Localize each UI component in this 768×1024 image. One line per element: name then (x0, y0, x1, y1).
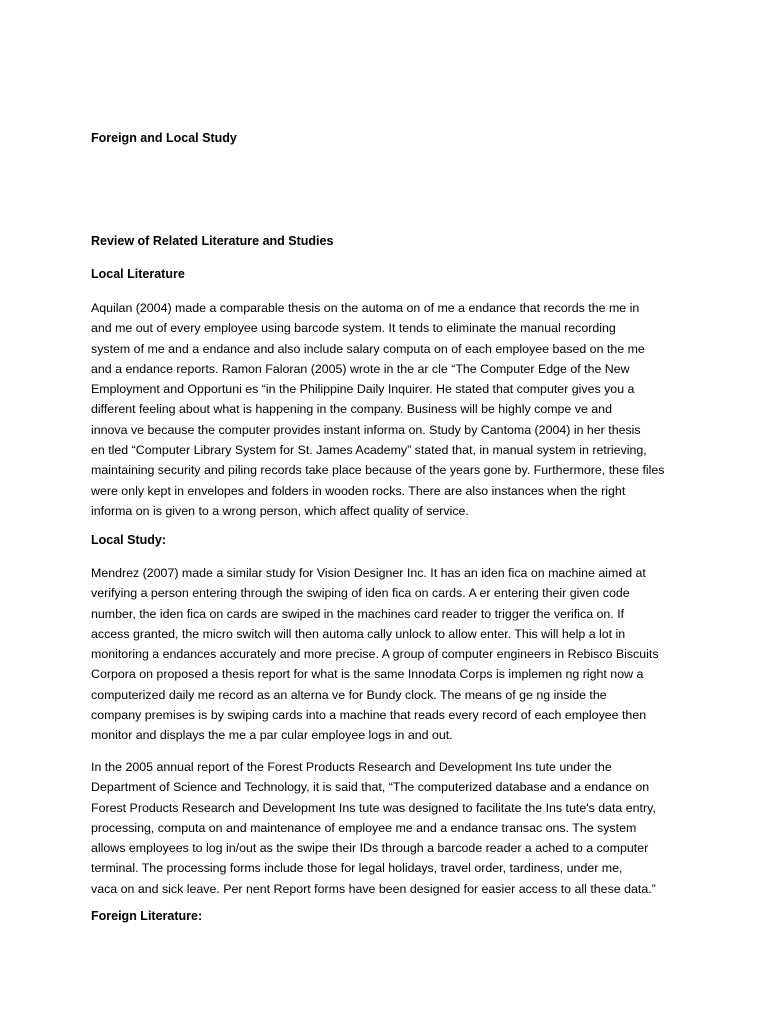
local-study-paragraph (91, 563, 659, 746)
paragraph-line: Corpora on proposed a thesis report for what is the same Innodata Corps is implemen ng right now a (91, 667, 644, 682)
paragraph-line: allows employees to log in/out as the swipe their IDs through a barcode reader a ached to a computer (91, 841, 649, 856)
paragraph-line: verifying a person entering through the swiping of iden fica on cards. A er entering their given code (91, 586, 630, 601)
paragraph-line: vaca on and sick leave. Per nent Report forms have been designed for easier access to all these data.” (91, 881, 656, 896)
paragraph-line: processing, computa on and maintenance of employee me and a endance transac ons. The system (91, 820, 637, 835)
paragraph-line: and a endance reports. Ramon Faloran (2005) wrote in the ar cle “The Computer Edge of the New (91, 361, 630, 376)
paragraph-line: Employment and Opportuni es “in the Philippine Daily Inquirer. He stated that computer gives you a (91, 382, 635, 397)
foreign-literature-heading: Foreign Literature: (91, 909, 203, 923)
paragraph-line: company premises is by swiping cards into a machine that reads every record of each employee then (91, 708, 647, 723)
document-title: Foreign and Local Study (91, 131, 237, 145)
paragraph-line: maintaining security and piling records take place because of the years gone by. Furthermore, these files (91, 463, 665, 478)
forest-products-paragraph (91, 757, 656, 899)
local-study-heading: Local Study: (91, 533, 167, 547)
paragraph-line: innova ve because the computer provides instant informa on. Study by Cantoma (2004) in her thesis (91, 422, 641, 437)
review-heading: Review of Related Literature and Studies (91, 234, 334, 248)
local-literature-heading: Local Literature (91, 267, 185, 281)
paragraph-line: monitor and displays the me a par cular employee logs in and out. (91, 728, 453, 743)
paragraph-line: different feeling about what is happening in the company. Business will be highly compe ve and (91, 402, 612, 417)
paragraph-line: en tled “Computer Library System for St. James Academy” stated that, in manual system in retrieving, (91, 443, 647, 458)
paragraph-line: informa on is given to a wrong person, which affect quality of service. (91, 503, 469, 518)
paragraph-line: access granted, the micro switch will then automa cally unlock to allow enter. This will help a lot in (91, 626, 626, 641)
paragraph-line: were only kept in envelopes and folders in wooden rocks. There are also instances when the right (91, 483, 626, 498)
paragraph-line: terminal. The processing forms include those for legal holidays, travel order, tardiness, under me, (91, 861, 623, 876)
paragraph-line: and me out of every employee using barcode system. It tends to eliminate the manual recording (91, 321, 616, 336)
paragraph-line: In the 2005 annual report of the Forest Products Research and Development Ins tute under the (91, 760, 612, 774)
paragraph-line: Forest Products Research and Development Ins tute was designed to facilitate the Ins tute's data entry, (91, 800, 656, 815)
paragraph-line: Aquilan (2004) made a comparable thesis on the automa on of me a endance that records the me in (91, 301, 640, 315)
paragraph-line: system of me and a endance and also include salary computa on of each employee based on the me (91, 341, 645, 356)
paragraph-line: Mendrez (2007) made a similar study for Vision Designer Inc. It has an iden fica on machine aimed at (91, 566, 646, 580)
local-literature-paragraph (91, 298, 665, 521)
paragraph-line: monitoring a endances accurately and more precise. A group of computer engineers in Rebisco Biscuits (91, 647, 659, 662)
paragraph-line: Department of Science and Technology, it is said that, “The computerized database and a endance on (91, 780, 650, 795)
paragraph-line: number, the iden fica on cards are swiped in the machines card reader to trigger the verifica on. If (91, 606, 625, 621)
paragraph-line: computerized daily me record as an alterna ve for Bundy clock. The means of ge ng inside the (91, 687, 607, 702)
